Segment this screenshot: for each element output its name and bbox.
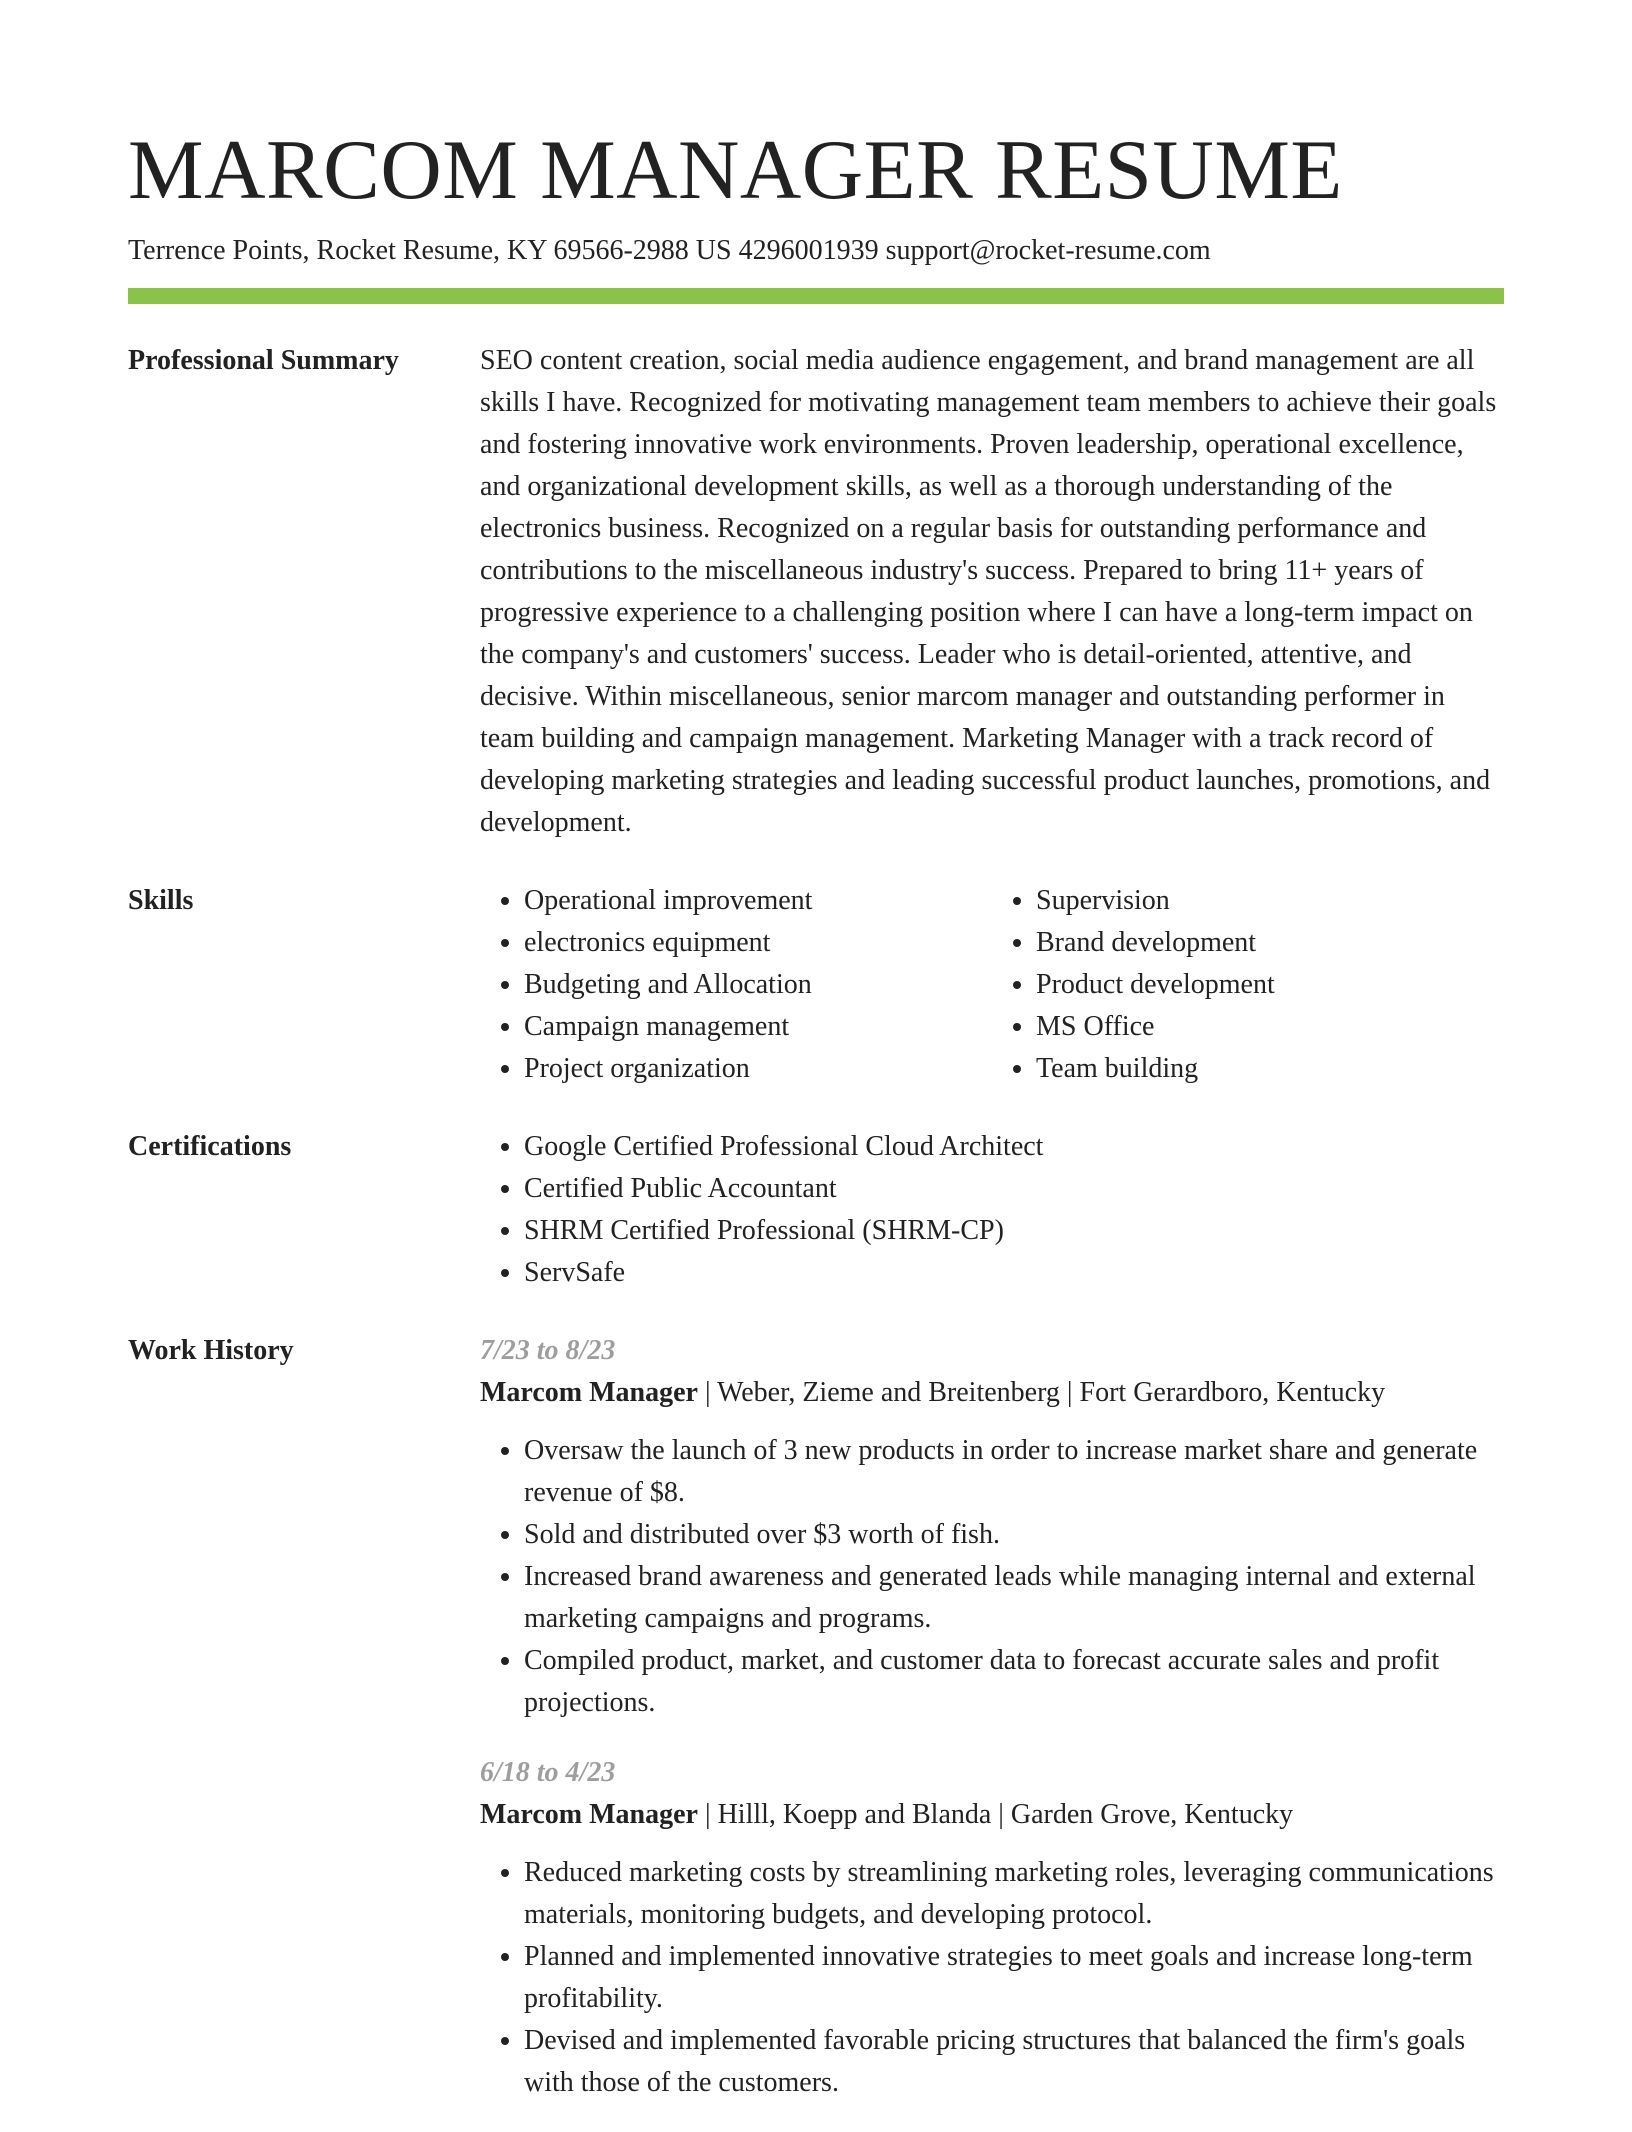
summary-text: SEO content creation, social media audience engagement, and brand management are all skills I have. Recognized for motivating management team members to achieve their goals and fostering innovative work environments. Proven leadership, operational excellence, and organizational development skills, as well as a thorough understanding of the electronics business. Recognized on a regular basis for outstanding performance and contributions to the miscellaneous industry's success. Prepared to bring 11+ years of progressive experience to a challenging position where I can have a long-term impact on the company's and customers' success. Leader who is detail-oriented, attentive, and decisive. Within miscellaneous, senior marcom manager and outstanding performer in team building and campaign management. Marketing Manager with a track record of developing marketing strategies and leading successful product launches, promotions, and development. xyxy=(480,345,1497,838)
skill-item: • Brand development xyxy=(1036,922,1504,964)
job-title: Marcom Manager xyxy=(480,1799,698,1830)
skill-item: • Operational improvement xyxy=(524,880,992,922)
resume-page xyxy=(128,0,1504,2132)
skill-item: • Project organization xyxy=(524,1048,992,1090)
job-entry xyxy=(480,1752,1504,2104)
certification-item: • SHRM Certified Professional (SHRM-CP) xyxy=(524,1210,1504,1252)
job-entry xyxy=(480,1330,1504,1724)
work-history-section xyxy=(128,1330,1504,2132)
job-bullet: • Reduced marketing costs by streamlining marketing roles, leveraging communications materials, monitoring budgets, and developing protocol. xyxy=(524,1852,1504,1936)
job-dates: 7/23 to 8/23 xyxy=(480,1335,616,1366)
skills-list-right xyxy=(992,880,1504,1090)
resume-title: MARCOM MANAGER RESUME xyxy=(128,123,1343,217)
section-label-summary: Professional Summary xyxy=(128,345,399,376)
job-heading xyxy=(480,1794,1504,1836)
job-bullet: • Oversaw the launch of 3 new products in order to increase market share and generate revenue of $8. xyxy=(524,1430,1504,1514)
skill-item: • Supervision xyxy=(1036,880,1504,922)
professional-summary-section xyxy=(128,340,1504,844)
section-label-certifications: Certifications xyxy=(128,1131,292,1162)
job-bullet: • Increased brand awareness and generated leads while managing internal and external marketing campaigns and programs. xyxy=(524,1556,1504,1640)
job-employer-location: | Weber, Zieme and Breitenberg | Fort Gerardboro, Kentucky xyxy=(697,1377,1386,1408)
contact-info: Terrence Points, Rocket Resume, KY 69566-2988 US 4296001939 support@rocket-resume.com xyxy=(128,235,1211,266)
job-title: Marcom Manager xyxy=(480,1377,698,1408)
job-bullet: • Sold and distributed over $3 worth of fish. xyxy=(524,1514,1504,1556)
skills-list-left xyxy=(480,880,992,1090)
skill-item: • Product development xyxy=(1036,964,1504,1006)
skill-item: • MS Office xyxy=(1036,1006,1504,1048)
section-label-skills: Skills xyxy=(128,885,194,916)
skill-item: • Campaign management xyxy=(524,1006,992,1048)
job-bullets xyxy=(480,1852,1504,2104)
job-heading xyxy=(480,1372,1504,1414)
job-bullet: • Devised and implemented favorable pricing structures that balanced the firm's goals with those of the customers. xyxy=(524,2020,1504,2104)
skills-section xyxy=(128,880,1504,1090)
certifications-list xyxy=(480,1126,1504,1294)
certification-item: • Certified Public Accountant xyxy=(524,1168,1504,1210)
certification-item: • Google Certified Professional Cloud Architect xyxy=(524,1126,1504,1168)
job-bullet: • Compiled product, market, and customer data to forecast accurate sales and profit projections. xyxy=(524,1640,1504,1724)
section-label-work-history: Work History xyxy=(128,1335,294,1366)
job-dates: 6/18 to 4/23 xyxy=(480,1757,616,1788)
header-divider xyxy=(128,288,1504,304)
skill-item: • electronics equipment xyxy=(524,922,992,964)
skill-item: • Team building xyxy=(1036,1048,1504,1090)
certifications-section xyxy=(128,1126,1504,1294)
job-bullet: • Planned and implemented innovative strategies to meet goals and increase long-term profitability. xyxy=(524,1936,1504,2020)
skill-item: • Budgeting and Allocation xyxy=(524,964,992,1006)
job-employer-location: | Hilll, Koepp and Blanda | Garden Grove, Kentucky xyxy=(697,1799,1294,1830)
certification-item: • ServSafe xyxy=(524,1252,1504,1294)
job-bullets xyxy=(480,1430,1504,1724)
